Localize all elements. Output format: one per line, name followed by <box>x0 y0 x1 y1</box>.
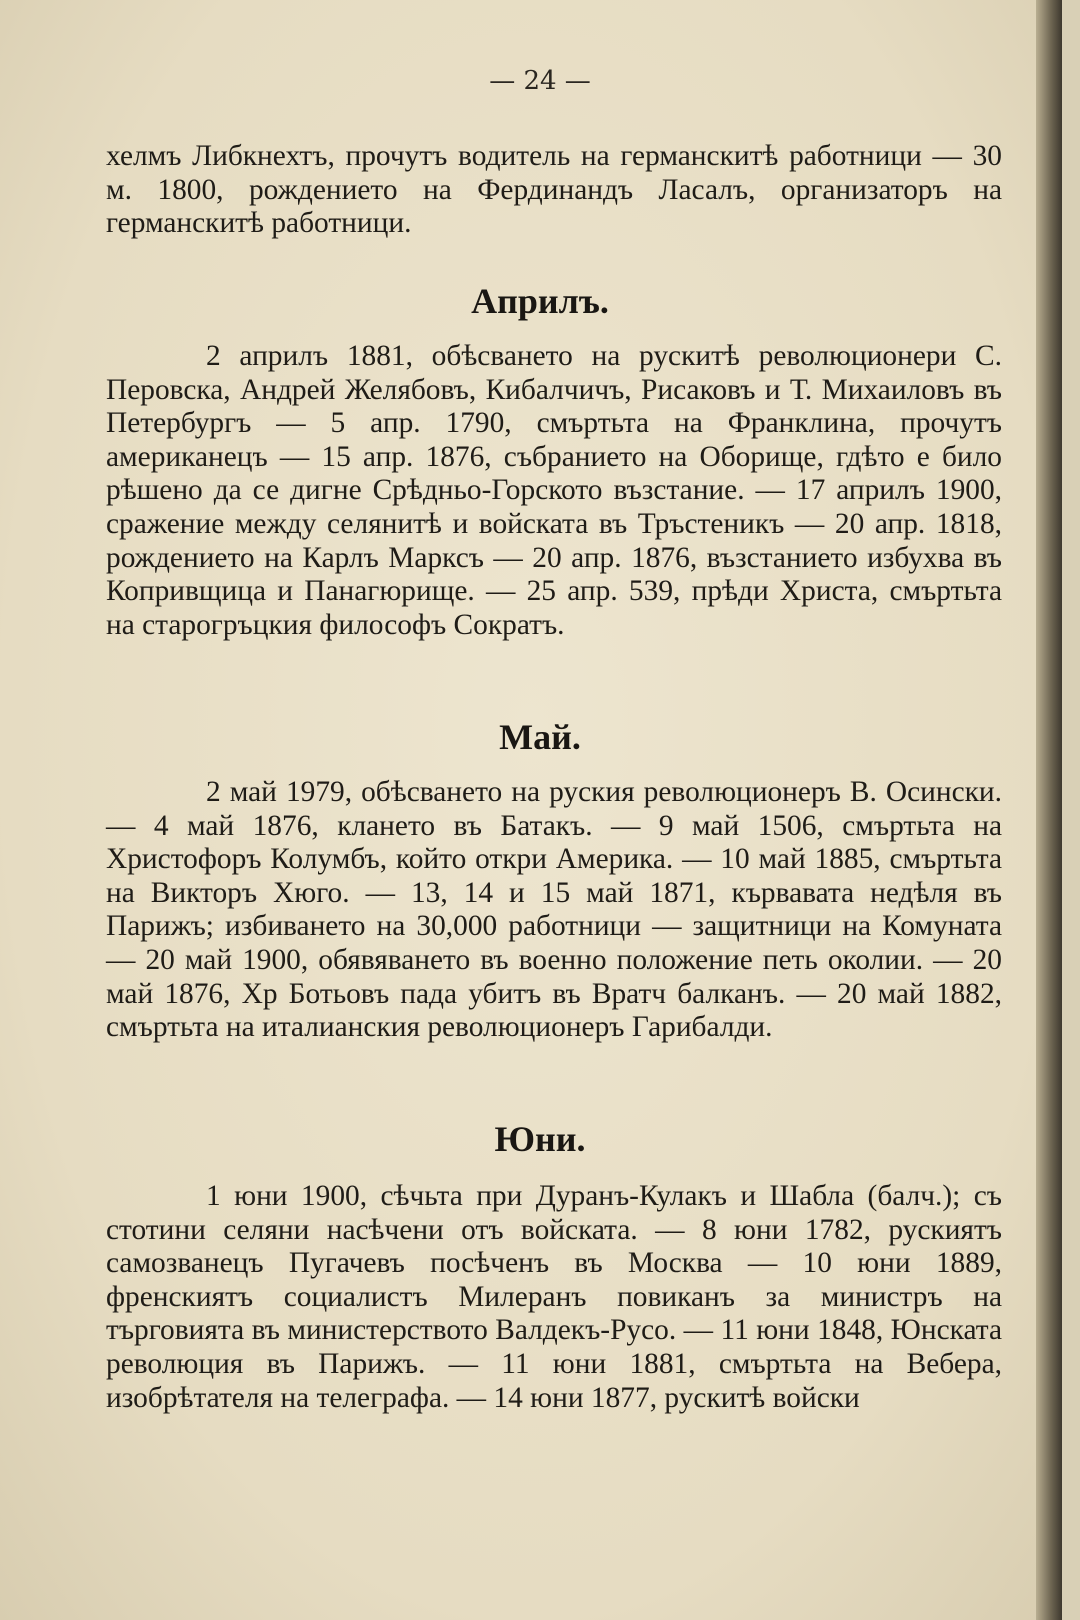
section-may-text: 2 май 1979, обѣсването на руския революционеръ В. Осински. — 4 май 1876, клането въ Батакъ. — 9 май 1506, смъртьта на Христофоръ Колумбъ, който откри Америка. — 10 май 1885, смъртьта на Викторъ Хюго. — 13, 14 и 15 май 1871, кървавата недѣля въ Парижъ; избиването на 30,000 работници — защитници на Комуната — 20 май 1900, обявяването въ военно положение петь околии. — 20 май 1876, Хр Ботьовъ пада убитъ въ Вратч балканъ. — 20 май 1882, смъртьта на италианския революционеръ Гарибалди. <box>106 776 1002 1044</box>
section-may-body <box>106 776 1002 1045</box>
intro-text: хелмъ Либкнехтъ, прочутъ водитель на германскитѣ работници — 30 м. 1800, рождението на Фердинандъ Ласалъ, организаторъ на германскитѣ работници. <box>106 140 1002 240</box>
page-number: — 24 — <box>489 66 591 96</box>
section-april-text: 2 априлъ 1881, обѣсването на рускитѣ революционери С. Перовска, Андрей Желябовъ, Кибалчичъ, Рисаковъ и Т. Михаиловъ въ Петербургъ — 5 апр. 1790, смъртьта на Франклина, прочутъ американецъ — 15 апр. 1876, събранието на Оборище, гдѣто е било рѣшено да се дигне Срѣдньо-Горското възстание. — 17 априлъ 1900, сражение между селянитѣ и войската въ Тръстеникъ — 20 апр. 1818, рождението на Карлъ Марксъ — 20 апр. 1876, възстанието избухва въ Копривщица и Панагюрище. — 25 апр. 539, прѣди Христа, смъртьта на старогръцкия философъ Сократъ. <box>106 340 1002 641</box>
section-heading-may: Май. <box>499 717 581 757</box>
section-heading-june: Юни. <box>494 1119 586 1159</box>
page-spine-shadow <box>1036 0 1062 1620</box>
section-april-body <box>106 340 1002 642</box>
section-june-body <box>106 1180 1002 1415</box>
section-heading-april: Априлъ. <box>471 281 609 321</box>
section-june-text: 1 юни 1900, сѣчьта при Дуранъ-Кулакъ и Шабла (балч.); съ стотини селяни насѣчени отъ войската. — 8 юни 1782, рускиятъ самозванецъ Пугачевъ посѣченъ въ Москва — 10 юни 1889, френскиятъ социалистъ Милеранъ повиканъ за министръ на търговията въ министерството Валдекъ-Русо. — 11 юни 1848, Юнската революция въ Парижъ. — 11 юни 1881, смъртьта на Вебера, изобрѣтателя на телеграфа. — 14 юни 1877, рускитѣ войски <box>106 1180 1002 1414</box>
intro-paragraph <box>106 140 1002 241</box>
